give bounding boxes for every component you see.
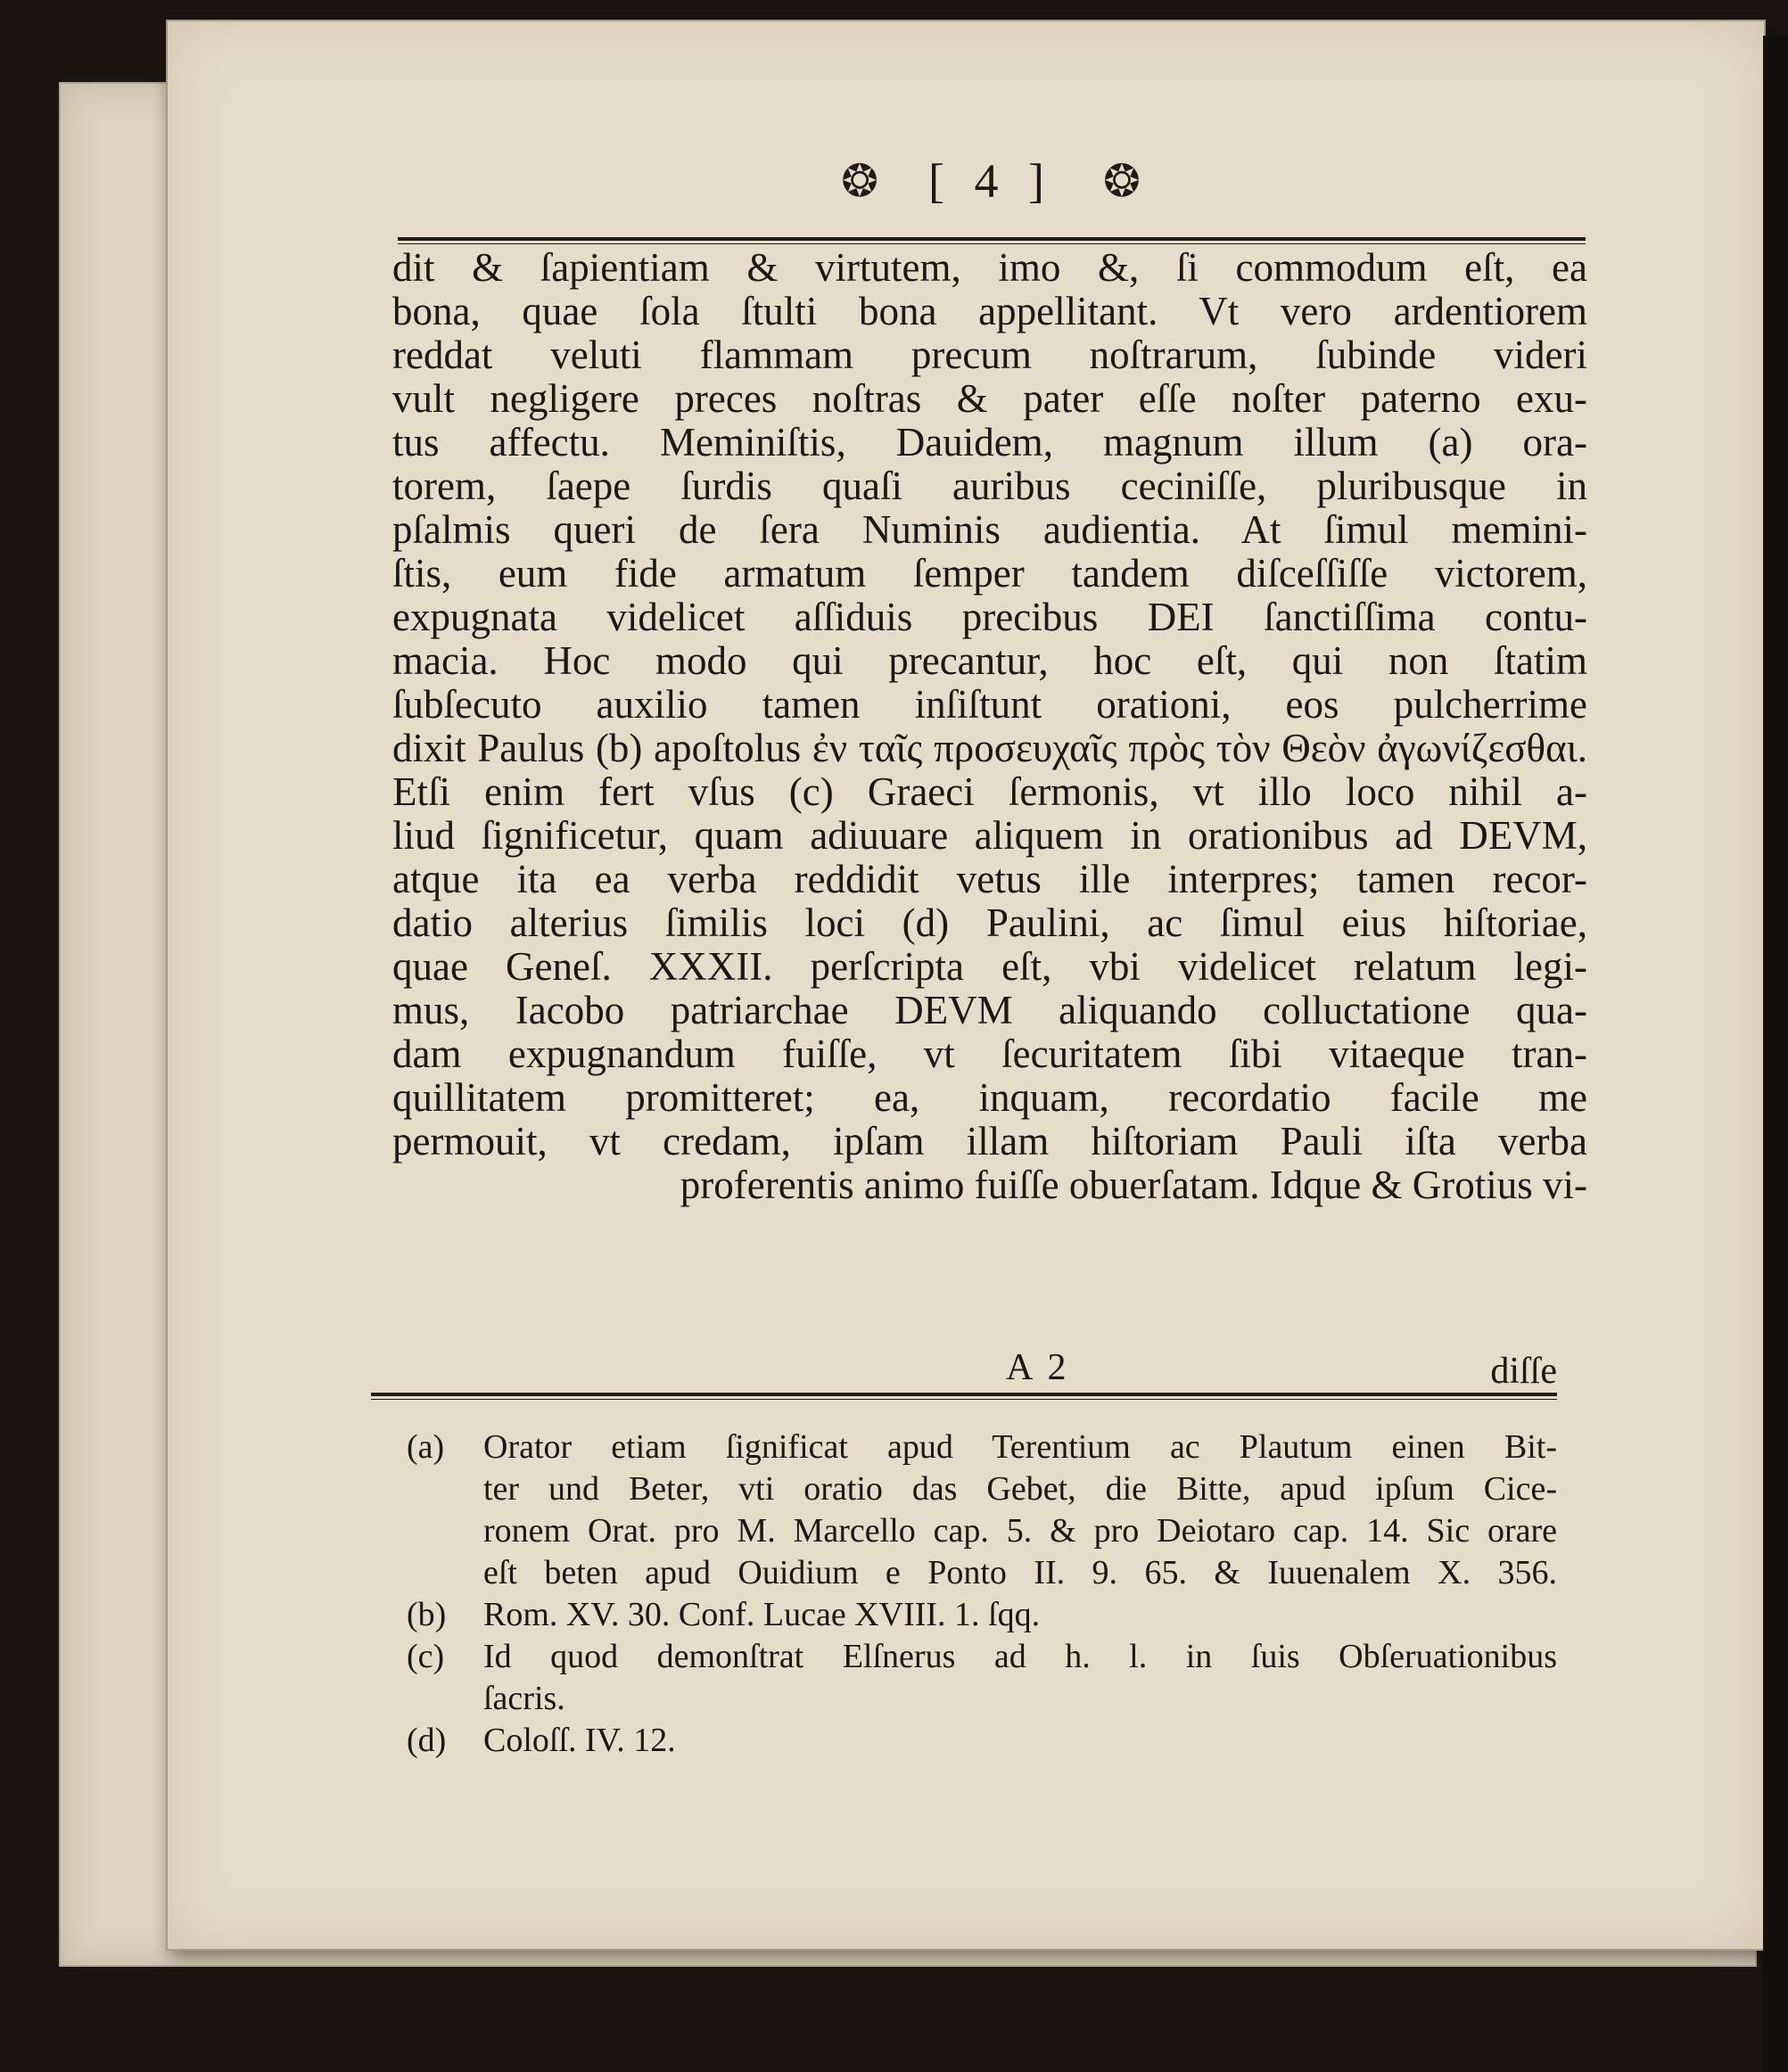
body-line: ſtis, eum fide armatum ſemper tandem diſceſſiſſe victorem, [392, 551, 1587, 596]
footnote-rule [371, 1393, 1557, 1400]
body-line: bona, quae ſola ſtulti bona appellitant. Vt vero ardentiorem [392, 289, 1587, 333]
body-line: expugnata videlicet aſſiduis precibus DEI ſanctiſſima contu- [392, 595, 1587, 639]
footnote-line: ſacris. [483, 1680, 565, 1717]
rosette-ornament-left-icon: ❂ [841, 156, 879, 206]
footnote [407, 1636, 1557, 1720]
footnote [407, 1594, 1557, 1636]
book-gutter-shadow [1763, 36, 1788, 2072]
body-line: datio alterius ſimilis loci (d) Paulini, ac ſimul eius hiſtoriae, [392, 900, 1587, 945]
body-line: proferentis animo fuiſſe obuerſatam. Idque & Grotius vi- [680, 1163, 1587, 1207]
body-line: quae Geneſ. XXXII. perſcripta eſt, vbi videlicet relatum legi- [392, 944, 1587, 989]
body-line: vult negligere preces noſtras & pater eſſe noſter paterno exu- [392, 376, 1587, 421]
body-line: dam expugnandum fuiſſe, vt ſecuritatem ſibi vitaeque tran- [392, 1032, 1587, 1076]
running-header [398, 150, 1584, 221]
footnote-line: Rom. XV. 30. Conf. Lucae XVIII. 1. ſqq. [483, 1596, 1041, 1633]
footnotes [407, 1427, 1557, 1762]
catchword: diſſe [1490, 1351, 1557, 1392]
footnote [407, 1427, 1557, 1594]
footnote-marker: (a) [407, 1428, 445, 1466]
footnote-text [483, 1636, 1557, 1720]
body-line: mus, Iacobo patriarchae DEVM aliquando colluctatione qua- [392, 988, 1587, 1032]
footnote-line: eſt beten apud Ouidium e Ponto II. 9. 65. & Iuuenalem X. 356. [483, 1554, 1557, 1591]
footnote-line: Orator etiam ſignificat apud Terentium ac Plautum einen Bit- [483, 1428, 1557, 1466]
body-line: tus affectu. Meminiſtis, Dauidem, magnum illum (a) ora- [392, 420, 1587, 465]
footnote-text [483, 1720, 1557, 1762]
footnote [407, 1720, 1557, 1762]
signature-mark: A 2 [1006, 1347, 1070, 1388]
footnote-line: ter und Beter, vti oratio das Gebet, die Bitte, apud ipſum Cice- [483, 1470, 1557, 1508]
body-line: atque ita ea verba reddidit vetus ille interpres; tamen recor- [392, 857, 1587, 901]
footnote-line: Coloſſ. IV. 12. [483, 1722, 676, 1759]
header-rule [398, 237, 1586, 244]
main-text [392, 246, 1587, 1207]
body-line: torem, ſaepe ſurdis quaſi auribus ceciniſſe, pluribusque in [392, 464, 1587, 508]
footnote-text [483, 1594, 1557, 1636]
body-line: Etſi enim fert vſus (c) Graeci ſermonis, vt illo loco nihil a- [392, 769, 1587, 814]
page-number: [ 4 ] [928, 154, 1053, 208]
rosette-ornament-right-icon: ❂ [1102, 156, 1141, 206]
body-line: pſalmis queri de ſera Numinis audientia. At ſimul memini- [392, 507, 1587, 552]
body-line: quillitatem promitteret; ea, inquam, recordatio facile me [392, 1075, 1587, 1120]
footnote-marker: (c) [407, 1638, 445, 1675]
body-line: dit & ſapientiam & virtutem, imo &, ſi commodum eſt, ea [392, 245, 1587, 290]
body-line: dixit Paulus (b) apoſtolus ἐν ταῖς προσευχαῖς πρὸς τὸν Θεὸν ἀγωνίζεσθαι. [392, 726, 1587, 770]
body-line: ſubſecuto auxilio tamen inſiſtunt orationi, eos pulcherrime [392, 682, 1587, 727]
footnote-line: Id quod demonſtrat Elſnerus ad h. l. in ſuis Obſeruationibus [483, 1638, 1557, 1675]
body-line: macia. Hoc modo qui precantur, hoc eſt, qui non ſtatim [392, 638, 1587, 683]
footnote-line: ronem Orat. pro M. Marcello cap. 5. & pro Deiotaro cap. 14. Sic orare [483, 1512, 1557, 1550]
footnote-text [483, 1427, 1557, 1594]
footnote-marker: (d) [407, 1722, 447, 1759]
body-line: liud ſignificetur, quam adiuuare aliquem in orationibus ad DEVM, [392, 813, 1587, 858]
footnote-marker: (b) [407, 1596, 447, 1633]
body-line: permouit, vt credam, ipſam illam hiſtoriam Pauli iſta verba [392, 1119, 1587, 1163]
signature-row [371, 1346, 1557, 1391]
body-line: reddat veluti flammam precum noſtrarum, ſubinde videri [392, 333, 1587, 377]
